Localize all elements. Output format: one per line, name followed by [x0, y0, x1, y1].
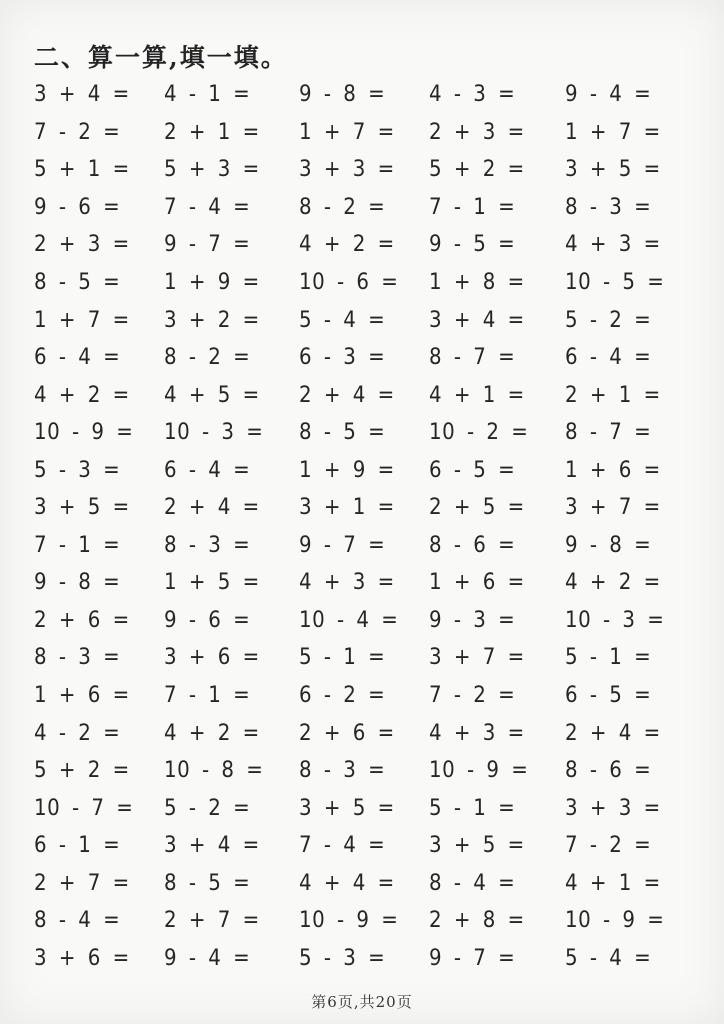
problem-cell: 2 + 7 = [164, 908, 260, 934]
problem-cell: 10 - 4 = [299, 607, 399, 633]
problem-cell: 10 - 2 = [429, 420, 529, 446]
problem-cell: 3 + 4 = [429, 307, 525, 333]
problem-cell: 8 - 2 = [164, 345, 251, 371]
problem-cell: 2 + 6 = [34, 607, 130, 633]
problem-cell: 10 - 5 = [565, 270, 665, 295]
problem-cell: 2 + 7 = [34, 870, 130, 896]
problem-cell: 5 + 3 = [164, 157, 260, 183]
problem-cell: 8 - 2 = [299, 194, 386, 220]
problem-cell: 7 - 1 = [34, 532, 121, 558]
problem-cell: 8 - 5 = [164, 870, 251, 896]
problem-cell: 5 - 1 = [299, 645, 386, 671]
problem-cell: 9 - 6 = [164, 607, 251, 633]
problem-cell: 3 + 6 = [34, 945, 130, 971]
problem-cell: 6 - 4 = [34, 345, 121, 371]
section-title: 二、算一算,填一填。 [34, 43, 288, 72]
problem-cell: 2 + 4 = [565, 720, 661, 746]
problem-cell: 1 + 9 = [164, 270, 260, 295]
problem-cell: 7 - 4 = [299, 833, 386, 859]
problem-cell: 9 - 8 = [299, 82, 386, 108]
problem-cell: 5 - 4 = [565, 945, 652, 971]
problem-cell: 1 + 6 = [565, 457, 661, 483]
problem-cell: 4 + 4 = [299, 870, 395, 896]
problem-cell: 3 + 6 = [164, 645, 260, 671]
problem-cell: 7 - 4 = [164, 194, 251, 220]
problem-cell: 1 + 7 = [299, 119, 395, 145]
problem-cell: 10 - 9 = [299, 908, 399, 934]
problem-cell: 4 + 3 = [565, 232, 661, 258]
problem-cell: 10 - 9 = [565, 908, 665, 934]
problem-cell: 5 - 1 = [565, 645, 652, 671]
problem-cell: 3 + 5 = [299, 795, 395, 821]
problem-cell: 6 - 3 = [299, 345, 386, 371]
problem-cell: 9 - 8 = [34, 570, 121, 596]
problem-cell: 3 + 5 = [34, 495, 130, 521]
problem-cell: 5 - 2 = [164, 795, 251, 821]
problem-cell: 1 + 6 = [34, 683, 130, 709]
problem-cell: 9 - 7 = [164, 232, 251, 258]
problem-cell: 3 + 3 = [299, 157, 395, 183]
problem-cell: 4 - 3 = [429, 82, 516, 108]
problem-cell: 2 + 1 = [565, 382, 661, 408]
problem-cell: 2 + 5 = [429, 495, 525, 521]
problem-cell: 8 - 3 = [565, 194, 652, 220]
problem-cell: 8 - 3 = [164, 532, 251, 558]
problem-cell: 10 - 7 = [34, 795, 134, 821]
problem-cell: 8 - 4 = [34, 908, 121, 934]
problem-cell: 8 - 6 = [565, 758, 652, 784]
problem-cell: 5 - 1 = [429, 795, 516, 821]
problem-cell: 1 + 7 = [34, 307, 130, 333]
problem-cell: 3 + 7 = [429, 645, 525, 671]
page-footer: 第6页,共20页 [311, 993, 413, 1011]
problem-cell: 7 - 1 = [164, 683, 251, 709]
problem-cell: 3 + 5 = [429, 833, 525, 859]
problem-cell: 5 - 3 = [299, 945, 386, 971]
problem-cell: 8 - 4 = [429, 870, 516, 896]
problem-cell: 3 + 2 = [164, 307, 260, 333]
problem-cell: 8 - 7 = [565, 420, 652, 446]
problem-cell: 9 - 7 = [299, 532, 386, 558]
problem-cell: 8 - 7 = [429, 345, 516, 371]
problem-cell: 4 + 1 = [565, 870, 661, 896]
problem-cell: 9 - 6 = [34, 194, 121, 220]
problem-cell: 1 + 8 = [429, 270, 525, 295]
problem-cell: 8 - 5 = [34, 270, 121, 295]
problem-cell: 3 + 4 = [34, 82, 130, 108]
problem-cell: 4 + 2 = [34, 382, 130, 408]
problem-cell: 10 - 6 = [299, 270, 399, 295]
problem-cell: 1 + 5 = [164, 570, 260, 596]
problem-cell: 3 + 5 = [565, 157, 661, 183]
problem-cell: 5 + 2 = [34, 758, 130, 784]
problem-cell: 4 + 3 = [299, 570, 395, 596]
problem-cell: 7 - 2 = [429, 683, 516, 709]
problem-cell: 7 - 2 = [565, 833, 652, 859]
problem-cell: 2 + 4 = [299, 382, 395, 408]
problem-cell: 4 - 2 = [34, 720, 121, 746]
problem-cell: 7 - 2 = [34, 119, 121, 145]
problem-cell: 10 - 3 = [164, 420, 264, 446]
problem-cell: 4 + 3 = [429, 720, 525, 746]
problem-cell: 9 - 7 = [429, 945, 516, 971]
problem-cell: 3 + 4 = [164, 833, 260, 859]
problem-cell: 6 - 5 = [565, 683, 652, 709]
problem-cell: 10 - 9 = [34, 420, 134, 446]
problem-cell: 4 + 2 = [164, 720, 260, 746]
problem-cell: 2 + 3 = [429, 119, 525, 145]
problem-cell: 10 - 3 = [565, 607, 665, 633]
problem-cell: 4 + 5 = [164, 382, 260, 408]
problem-cell: 2 + 1 = [164, 119, 260, 145]
problem-cell: 9 - 5 = [429, 232, 516, 258]
problem-cell: 6 - 1 = [34, 833, 121, 859]
problem-cell: 5 + 1 = [34, 157, 130, 183]
problem-cell: 5 - 2 = [565, 307, 652, 333]
problem-cell: 8 - 5 = [299, 420, 386, 446]
problem-cell: 10 - 9 = [429, 758, 529, 784]
problem-cell: 1 + 9 = [299, 457, 395, 483]
problem-cell: 4 + 1 = [429, 382, 525, 408]
problem-cell: 3 + 3 = [565, 795, 661, 821]
problem-cell: 3 + 7 = [565, 495, 661, 521]
problem-cell: 2 + 3 = [34, 232, 130, 258]
problem-cell: 2 + 4 = [164, 495, 260, 521]
problem-cell: 5 + 2 = [429, 157, 525, 183]
problem-cell: 2 + 8 = [429, 908, 525, 934]
problems-grid [34, 76, 724, 977]
problem-cell: 4 - 1 = [164, 82, 251, 108]
problem-cell: 10 - 8 = [164, 758, 264, 784]
problem-cell: 9 - 4 = [164, 945, 251, 971]
problem-cell: 1 + 6 = [429, 570, 525, 596]
problem-cell: 9 - 8 = [565, 532, 652, 558]
problem-cell: 7 - 1 = [429, 194, 516, 220]
problem-cell: 6 - 4 = [565, 345, 652, 371]
problem-cell: 8 - 3 = [299, 758, 386, 784]
problem-cell: 1 + 7 = [565, 119, 661, 145]
problem-cell: 4 + 2 = [565, 570, 661, 596]
problem-cell: 8 - 3 = [34, 645, 121, 671]
problem-cell: 6 - 5 = [429, 457, 516, 483]
problem-cell: 5 - 4 = [299, 307, 386, 333]
problem-cell: 2 + 6 = [299, 720, 395, 746]
problem-cell: 5 - 3 = [34, 457, 121, 483]
problem-cell: 9 - 4 = [565, 82, 652, 108]
problem-cell: 8 - 6 = [429, 532, 516, 558]
problem-cell: 3 + 1 = [299, 495, 395, 521]
problem-cell: 4 + 2 = [299, 232, 395, 258]
problem-cell: 6 - 4 = [164, 457, 251, 483]
problem-cell: 6 - 2 = [299, 683, 386, 709]
problem-cell: 9 - 3 = [429, 607, 516, 633]
